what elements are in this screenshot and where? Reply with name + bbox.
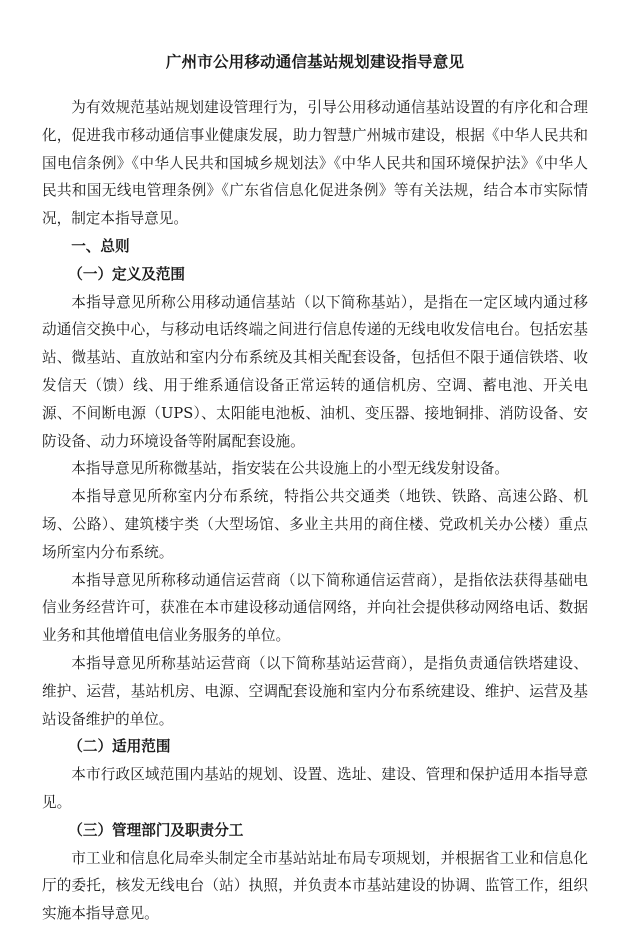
section-heading-general: 一、总则 [71,237,130,255]
subsection-heading-management: （三）管理部门及职责分工 [68,821,244,839]
definition-station-operator-paragraph: 本指导意见所称基站运营商（以下简称基站运营商），是指负责通信铁塔建设、维护、运营，基站机房、电源、空调配套设施和室内分布系统建设、维护、运营及基站设备维护的单位。 [42,654,588,728]
management-paragraph: 市工业和信息化局牵头制定全市基站站址布局专项规划，并根据省工业和信息化厅的委托，核发无线电台（站）执照，并负责本市基站建设的协调、监管工作，组织实施本指导意见。 [42,849,588,923]
document-body [42,94,588,928]
definition-micro-station-paragraph: 本指导意见所称微基站，指安装在公共设施上的小型无线发射设备。 [71,460,510,478]
scope-paragraph: 本市行政区域范围内基站的规划、设置、选址、建设、管理和保护适用本指导意见。 [42,766,588,811]
document-title: 广州市公用移动通信基站规划建设指导意见 [165,53,465,71]
definition-base-station-paragraph: 本指导意见所称公用移动通信基站（以下简称基站），是指在一定区域内通过移动通信交换中心，与移动电话终端之间进行信息传递的无线电收发信电台。包括宏基站、微基站、直放站和室内分布系统及其相关配套设备，包括但不限于通信铁塔、收发信天（馈）线、用于维系通信设备正常运转的通信机房、空调、蓄电池、开关电源、不间断电源（UPS）、太阳能电池板、油机、变压器、接地铜排、消防设备、安防设备、动力环境设备等附属配套设施。 [42,293,588,450]
subsection-heading-scope: （二）适用范围 [68,738,171,756]
intro-paragraph: 为有效规范基站规划建设管理行为，引导公用移动通信基站设置的有序化和合理化，促进我市移动通信事业健康发展，助力智慧广州城市建设，根据《中华人民共和国电信条例》《中华人民共和国城乡规划法》《中华人民共和国环境保护法》《中华人民共和国无线电管理条例》《广东省信息化促进条例》等有关法规，结合本市实际情况，制定本指导意见。 [42,99,588,228]
subsection-heading-definition: （一）定义及范围 [68,265,186,283]
definition-operator-paragraph: 本指导意见所称移动通信运营商（以下简称通信运营商），是指依法获得基础电信业务经营许可，获准在本市建设移动通信网络，并向社会提供移动网络电话、数据业务和其他增值电信业务服务的单位。 [42,571,588,645]
definition-indoor-system-paragraph: 本指导意见所称室内分布系统，特指公共交通类（地铁、铁路、高速公路、机场、公路）、建筑楼宇类（大型场馆、多业主共用的商住楼、党政机关办公楼）重点场所室内分布系统。 [42,488,588,561]
